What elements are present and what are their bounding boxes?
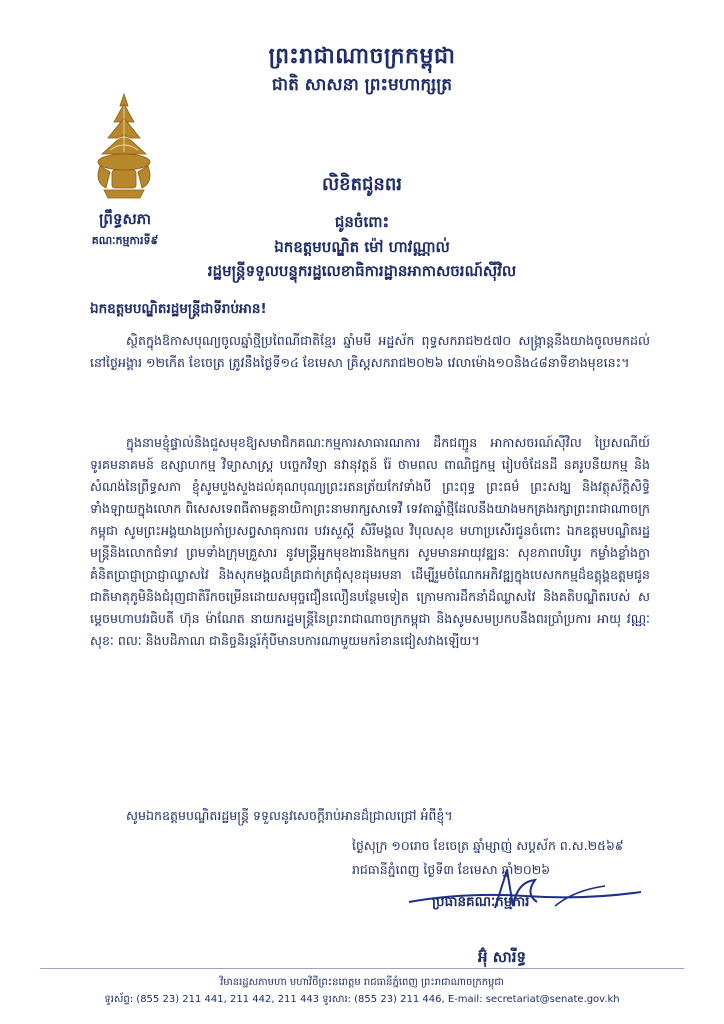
senate-emblem-icon xyxy=(90,92,158,202)
signer-role: ប្រធានគណៈកម្មការ xyxy=(432,894,530,910)
signer-name: អ៊ុំ សារីទ្ធ xyxy=(478,948,527,966)
footer-contact: ទូរស័ព្ទ: (855 23) 211 441, 211 442, 211 443 ទូរសារ: (855 23) 211 446, E-mail: secretariat@senate.gov.kh xyxy=(104,994,620,1005)
footer-address: វិមានរដ្ឋសភាមហា មហាវិថីព្រះនរោត្តម រាជធានីភ្នំពេញ ព្រះរាជាណាចក្រកម្ពុជា xyxy=(220,977,504,988)
senate-name: ព្រឹទ្ធសភា xyxy=(98,210,152,228)
recipient-name: ឯកឧត្តមបណ្ឌិត ម៉ៅ ហាវណ្ណាល់ xyxy=(274,238,450,256)
kingdom-title: ព្រះរាជាណាចក្រកម្ពុជា xyxy=(268,43,456,69)
body-paragraph-1: ស្ថិតក្នុងឱកាសបុណ្យចូលឆ្នាំថ្មីប្រពៃណីជាតិខ្មែរ ឆ្នាំមមី អដ្ឋស័ក ពុទ្ធសករាជ២៥៧០ សង្រ្កាន្តនឹងយាងចូលមកដល់នៅថ្ងៃអង្គារ ១២កើត ខែចេត្រ ត្រូវនឹងថ្ងៃទី១៤ ខែមេសា គ្រិស្តសករាជ២០២៦ វេលាម៉ោង១០និង៤៨នាទីខាងមុខនេះ។ xyxy=(90,333,650,370)
kingdom-motto: ជាតិ សាសនា ព្រះមហាក្សត្រ xyxy=(271,75,453,95)
recipient-title: រដ្ឋមន្ត្រីទទួលបន្ទុករដ្ឋលេខាធិការដ្ឋានអាកាសចរណ៍ស៊ីវិល xyxy=(207,262,517,280)
handwritten-signature xyxy=(405,862,645,922)
closing-line: សូមឯកឧត្តមបណ្ឌិតរដ្ឋមន្ត្រី ទទួលនូវសេចក្តីរាប់អានដ៏ជ្រាលជ្រៅ អំពីខ្ញុំ។ xyxy=(126,808,453,823)
to-label: ជូនចំពោះ xyxy=(334,213,390,231)
committee-name: គណៈកម្មការទី៩ xyxy=(91,234,159,247)
date-solar: រាជធានីភ្នំពេញ ថ្ងៃទី៣ ខែមេសា ឆ្នាំ២០២៦ xyxy=(352,862,551,877)
date-lunar: ថ្ងៃសុក្រ ១០រោច ខែចេត្រ ឆ្នាំម្សាញ់ សប្តស័ក ព.ស.២៥៦៩ xyxy=(352,838,624,853)
salutation: ឯកឧត្តមបណ្ឌិតរដ្ឋមន្ត្រីជាទីរាប់អាន! xyxy=(90,301,267,317)
body-paragraph-2: ក្នុងនាមខ្ញុំផ្ទាល់និងជួសមុខឱ្យសមាជិកគណៈកម្មការសាធារណការ ដឹកជញ្ជូន អាកាសចរណ៍ស៊ីវិល ប្រៃសណីយ៍ ទូរគមនាគមន៍ ឧស្សាហកម្ម វិទ្យាសាស្ត្រ បច្ចេកវិទ្យា នវានុវត្តន៍ រ៉ែ ថាមពល ពាណិជ្ជកម្ម រៀបចំដែនដី នគរូបនីយកម្ម និងសំណង់នៃព្រឹទ្ធសភា ខ្ញុំសូមបួងសួងដល់គុណបុណ្យព្រះរតនត្រ័យកែវទាំងបី ព្រះពុទ្ធ ព្រះធម៌ ព្រះសង្ឃ និងវត្ថុស័ក្តិសិទ្ធិទាំងឡាយក្នុងលោក ពិសេសទេពធីតាមគ្គនាយិកាព្រះនាមរាក្សសាទេវី ទេវតាឆ្នាំថ្មីដែលនឹងយាងមកគ្រងរក្សាព្រះរាជាណាចក្រកម្ពុជា សូមព្រះអង្គយាងប្រកាំប្រសព្វសាធុការពរ បវរសួស្តី សិរីមង្គល វិបុលសុខ មហាប្រសើរជូនចំពោះ ឯកឧត្តមបណ្ឌិតរដ្ឋមន្ត្រីនិងលោកជំទាវ ព្រមទាំងក្រុមគ្រួសារ នូវមន្ត្រីអ្នកមុខងារនិងកម្មករ សូមមានអាយុវឌ្ឍនៈ សុខភាពបរិបូរ កម្លាំងខ្លាំងក្លា គំនិតប្រាជ្ញាប្រាជ្ញាឈ្លាសវៃ និងសុភមង្គលដ៏ត្រជាក់ត្រជុំសុខដុមរមនា ដើម្បីរួមចំណែកអភិវឌ្ឍក្នុងបេសកកម្មដ៏ឧត្តុង្គឧត្តមជូនជាតិមាតុភូមិនិងជំរុញជាតិរីកចម្រើនដោយសមុច្ចជឿនលឿនបន្ថែមទៀត ក្រោមការដឹកនាំដ៏ឈ្លាសវៃ និងគតិបណ្ឌិតរបស់ សម្តេចមហាបវរធិបតី ហ៊ុន ម៉ាណែត នាយករដ្ឋមន្ត្រីនៃព្រះរាជាណាចក្រកម្ពុជា និងសូមសមប្រកបនឹងពរប្រាំប្រការ អាយុ វណ្ណៈ សុខៈ ពលៈ និងបដិភាណ ជានិច្ចនិរន្តរ៍កុំបីមានបការណាមួយមករំខានជៀសវាងឡើយ។ xyxy=(90,435,650,648)
letter-title: លិខិតជូនពរ xyxy=(322,174,402,195)
footer-divider xyxy=(40,968,684,969)
